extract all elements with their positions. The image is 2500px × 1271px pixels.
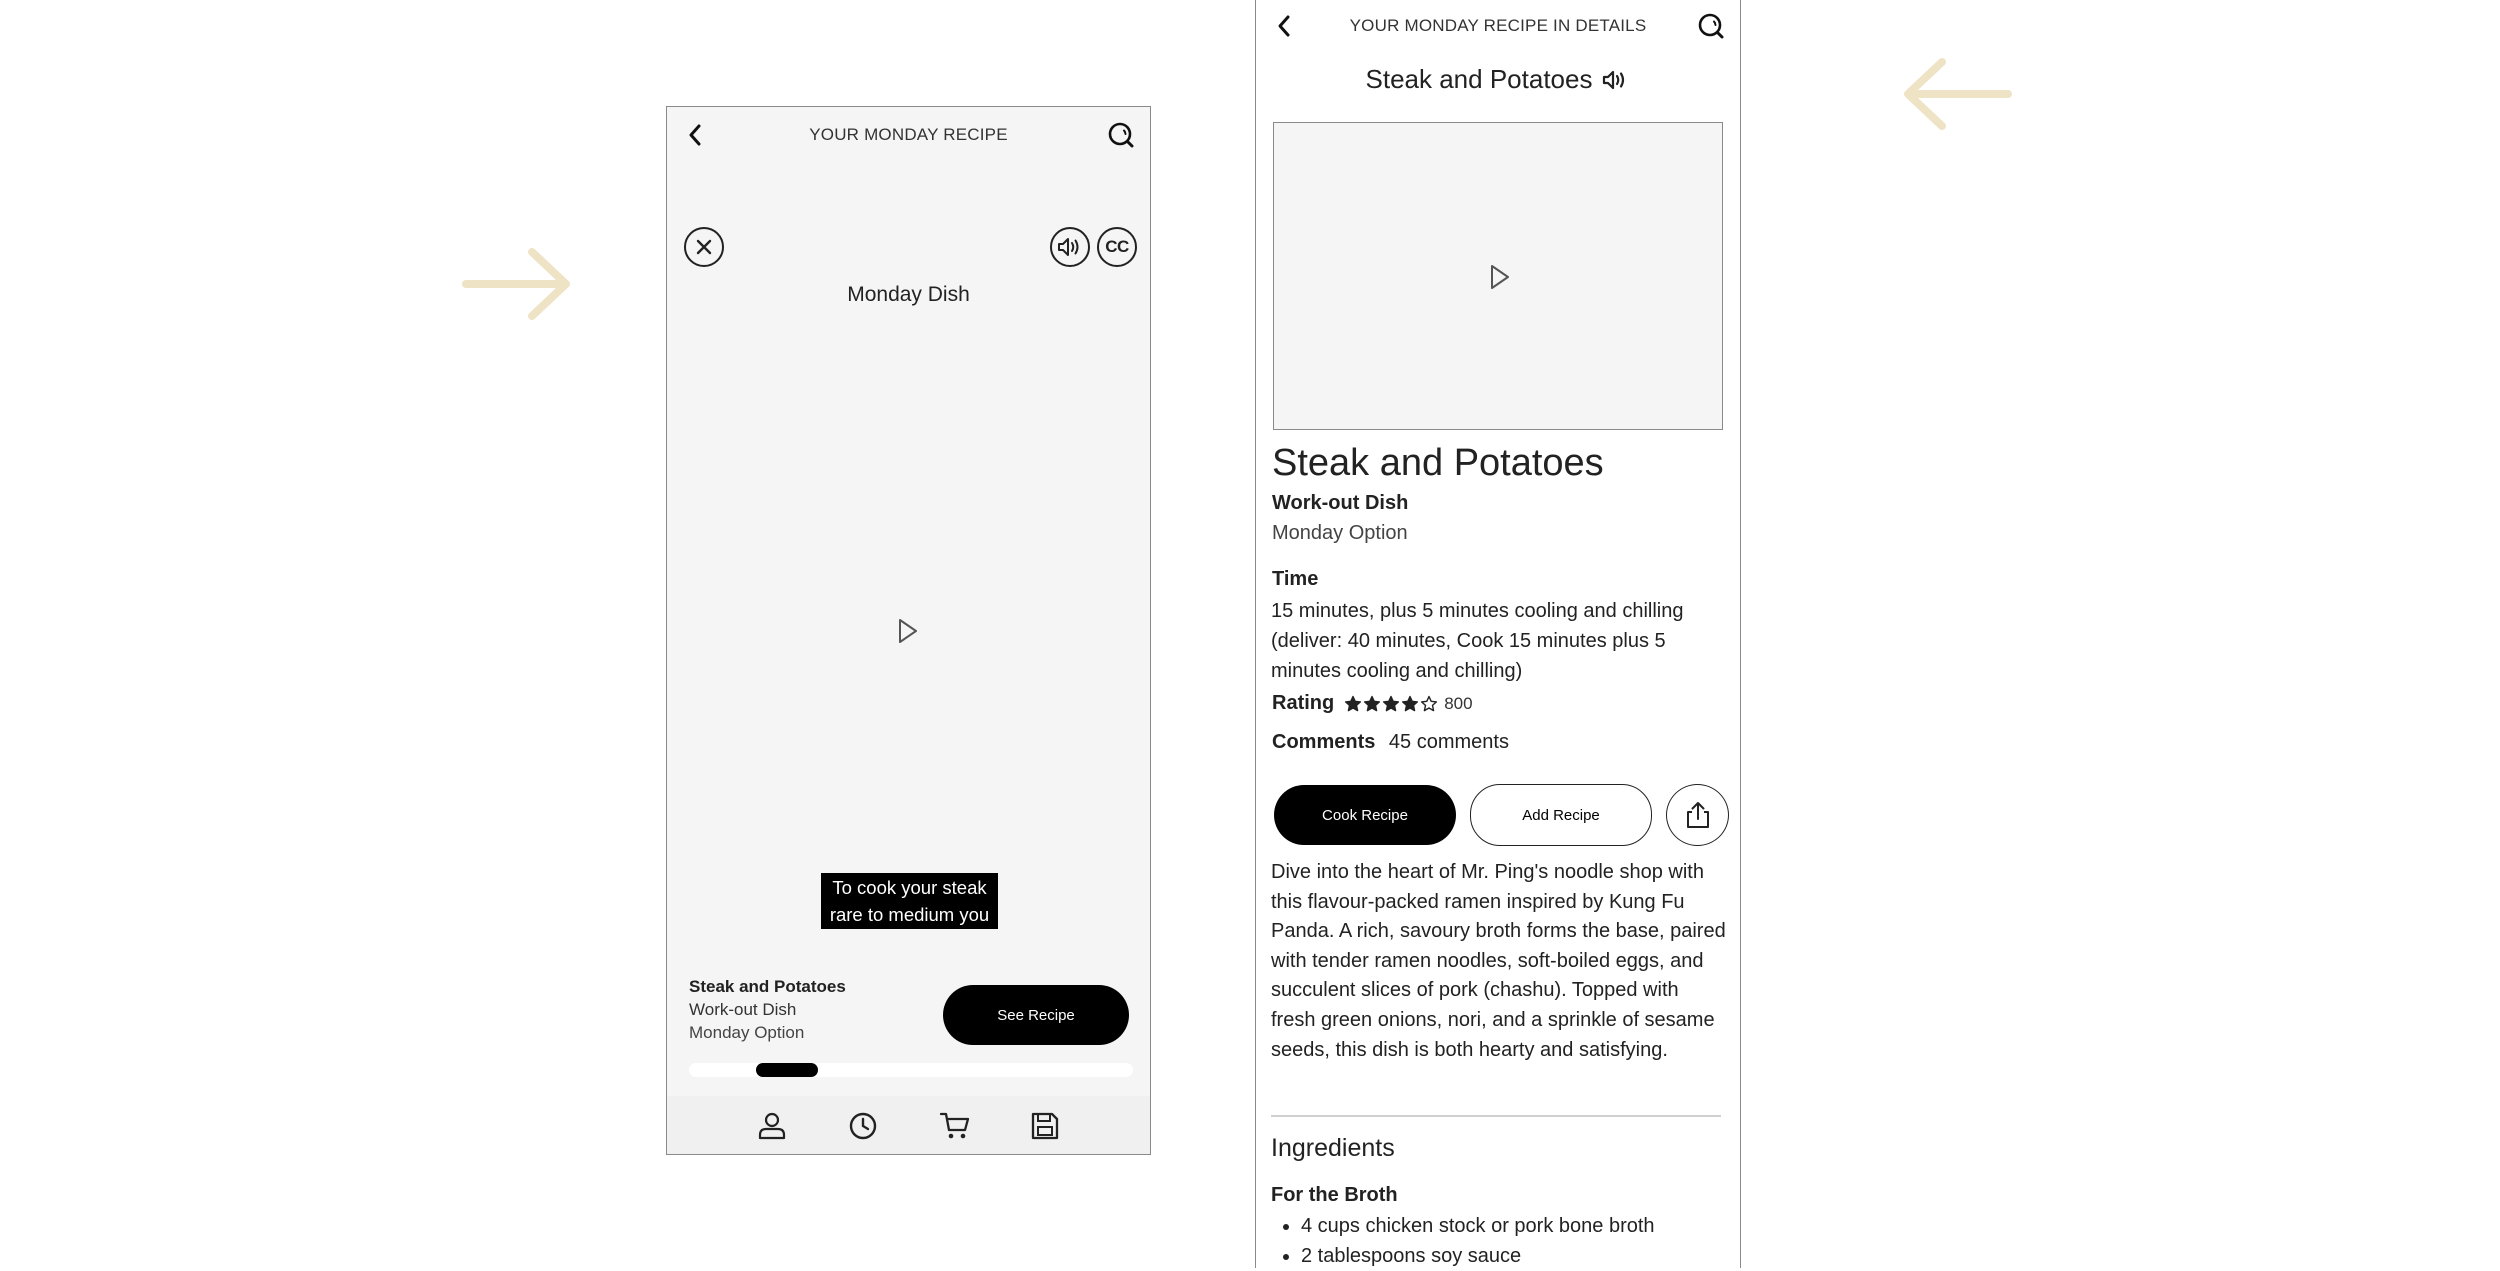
user-icon[interactable] (756, 1110, 788, 1142)
star-filled-icon (1401, 695, 1419, 713)
share-button[interactable] (1666, 784, 1729, 846)
progress-bar[interactable] (689, 1063, 1133, 1077)
header-title: YOUR MONDAY RECIPE (809, 125, 1008, 144)
clock-icon[interactable] (847, 1110, 879, 1142)
divider (1271, 1115, 1721, 1117)
time-label: Time (1272, 568, 1319, 590)
recipe-details-screen (1255, 0, 1741, 1268)
cook-recipe-button[interactable]: Cook Recipe (1274, 785, 1456, 845)
speaker-icon[interactable] (1602, 69, 1630, 91)
recipe-option: Monday Option (689, 1023, 805, 1042)
video-preview[interactable] (1273, 122, 1723, 430)
rating-label: Rating (1272, 692, 1335, 714)
search-icon[interactable] (1106, 120, 1136, 150)
play-icon[interactable] (892, 615, 924, 647)
close-icon (695, 238, 713, 256)
list-item: • 2 tablespoons soy sauce (1301, 1241, 1655, 1271)
comments-row[interactable] (1272, 731, 1509, 754)
top-bar (1256, 0, 1740, 54)
recipe-description: Dive into the heart of Mr. Ping's noodle shop with this flavour-packed ramen inspired by Kung Fu Panda. A rich, savoury broth forms the base, paired with tender ramen noodles, soft-boiled eggs, and succulent slices of pork (chashu). Topped with fresh green onions, nori, and a sprinkle of sesame seeds, this dish is both hearty and satisfying. (1271, 861, 1726, 1061)
speaker-icon (1057, 236, 1083, 258)
arrow-right-decoration (462, 244, 574, 324)
dish-type: Work-out Dish (1272, 492, 1409, 514)
cart-icon[interactable] (939, 1110, 971, 1142)
ingredient-list (1271, 1211, 1655, 1271)
close-button[interactable] (684, 227, 724, 267)
caption-line-1: To cook your steak (832, 877, 987, 898)
back-icon[interactable] (1270, 12, 1298, 40)
arrow-left-decoration (1900, 54, 2012, 134)
rating-row (1272, 692, 1473, 715)
top-bar (667, 107, 1150, 163)
header-title: YOUR MONDAY RECIPE IN DETAILS (1349, 16, 1647, 35)
broth-label: For the Broth (1271, 1184, 1398, 1206)
rating-count: 800 (1444, 693, 1473, 713)
star-filled-icon (1344, 695, 1362, 713)
dish-option: Monday Option (1272, 522, 1408, 544)
share-icon (1685, 801, 1711, 829)
comments-count: 45 comments (1388, 731, 1509, 753)
star-filled-icon (1382, 695, 1400, 713)
recipe-info (689, 975, 846, 1044)
recipe-type: Work-out Dish (689, 1000, 797, 1019)
subtitle-caption (821, 873, 998, 929)
cc-label: CC (1105, 237, 1129, 256)
see-recipe-button[interactable]: See Recipe (943, 985, 1129, 1045)
time-text: 15 minutes, plus 5 minutes cooling and chilling (deliver: 40 minutes, Cook 15 minutes plus 5 minutes cooling and chilling) (1271, 600, 1684, 682)
recipe-name: Steak and Potatoes (689, 977, 846, 996)
caption-line-2: rare to medium you (829, 904, 990, 925)
star-empty-icon (1420, 695, 1438, 713)
page-title: Monday Dish (847, 283, 970, 306)
list-item: • 4 cups chicken stock or pork bone broth (1301, 1211, 1655, 1241)
back-icon[interactable] (681, 121, 709, 149)
ingredients-title: Ingredients (1271, 1134, 1395, 1162)
rating-stars (1344, 695, 1438, 713)
comments-label: Comments (1272, 731, 1376, 753)
star-filled-icon (1363, 695, 1381, 713)
captions-button[interactable] (1097, 227, 1137, 267)
sound-button[interactable] (1050, 227, 1090, 267)
dish-name: Steak and Potatoes (1272, 442, 1604, 484)
bottom-nav (667, 1096, 1150, 1154)
video-player-screen (666, 106, 1151, 1155)
add-recipe-button[interactable]: Add Recipe (1470, 784, 1652, 846)
page-title-row (1256, 64, 1740, 95)
save-icon[interactable] (1029, 1110, 1061, 1142)
progress-fill[interactable] (756, 1063, 818, 1077)
play-icon[interactable] (1484, 261, 1516, 293)
page-title: Steak and Potatoes (1365, 64, 1593, 94)
search-icon[interactable] (1696, 11, 1726, 41)
